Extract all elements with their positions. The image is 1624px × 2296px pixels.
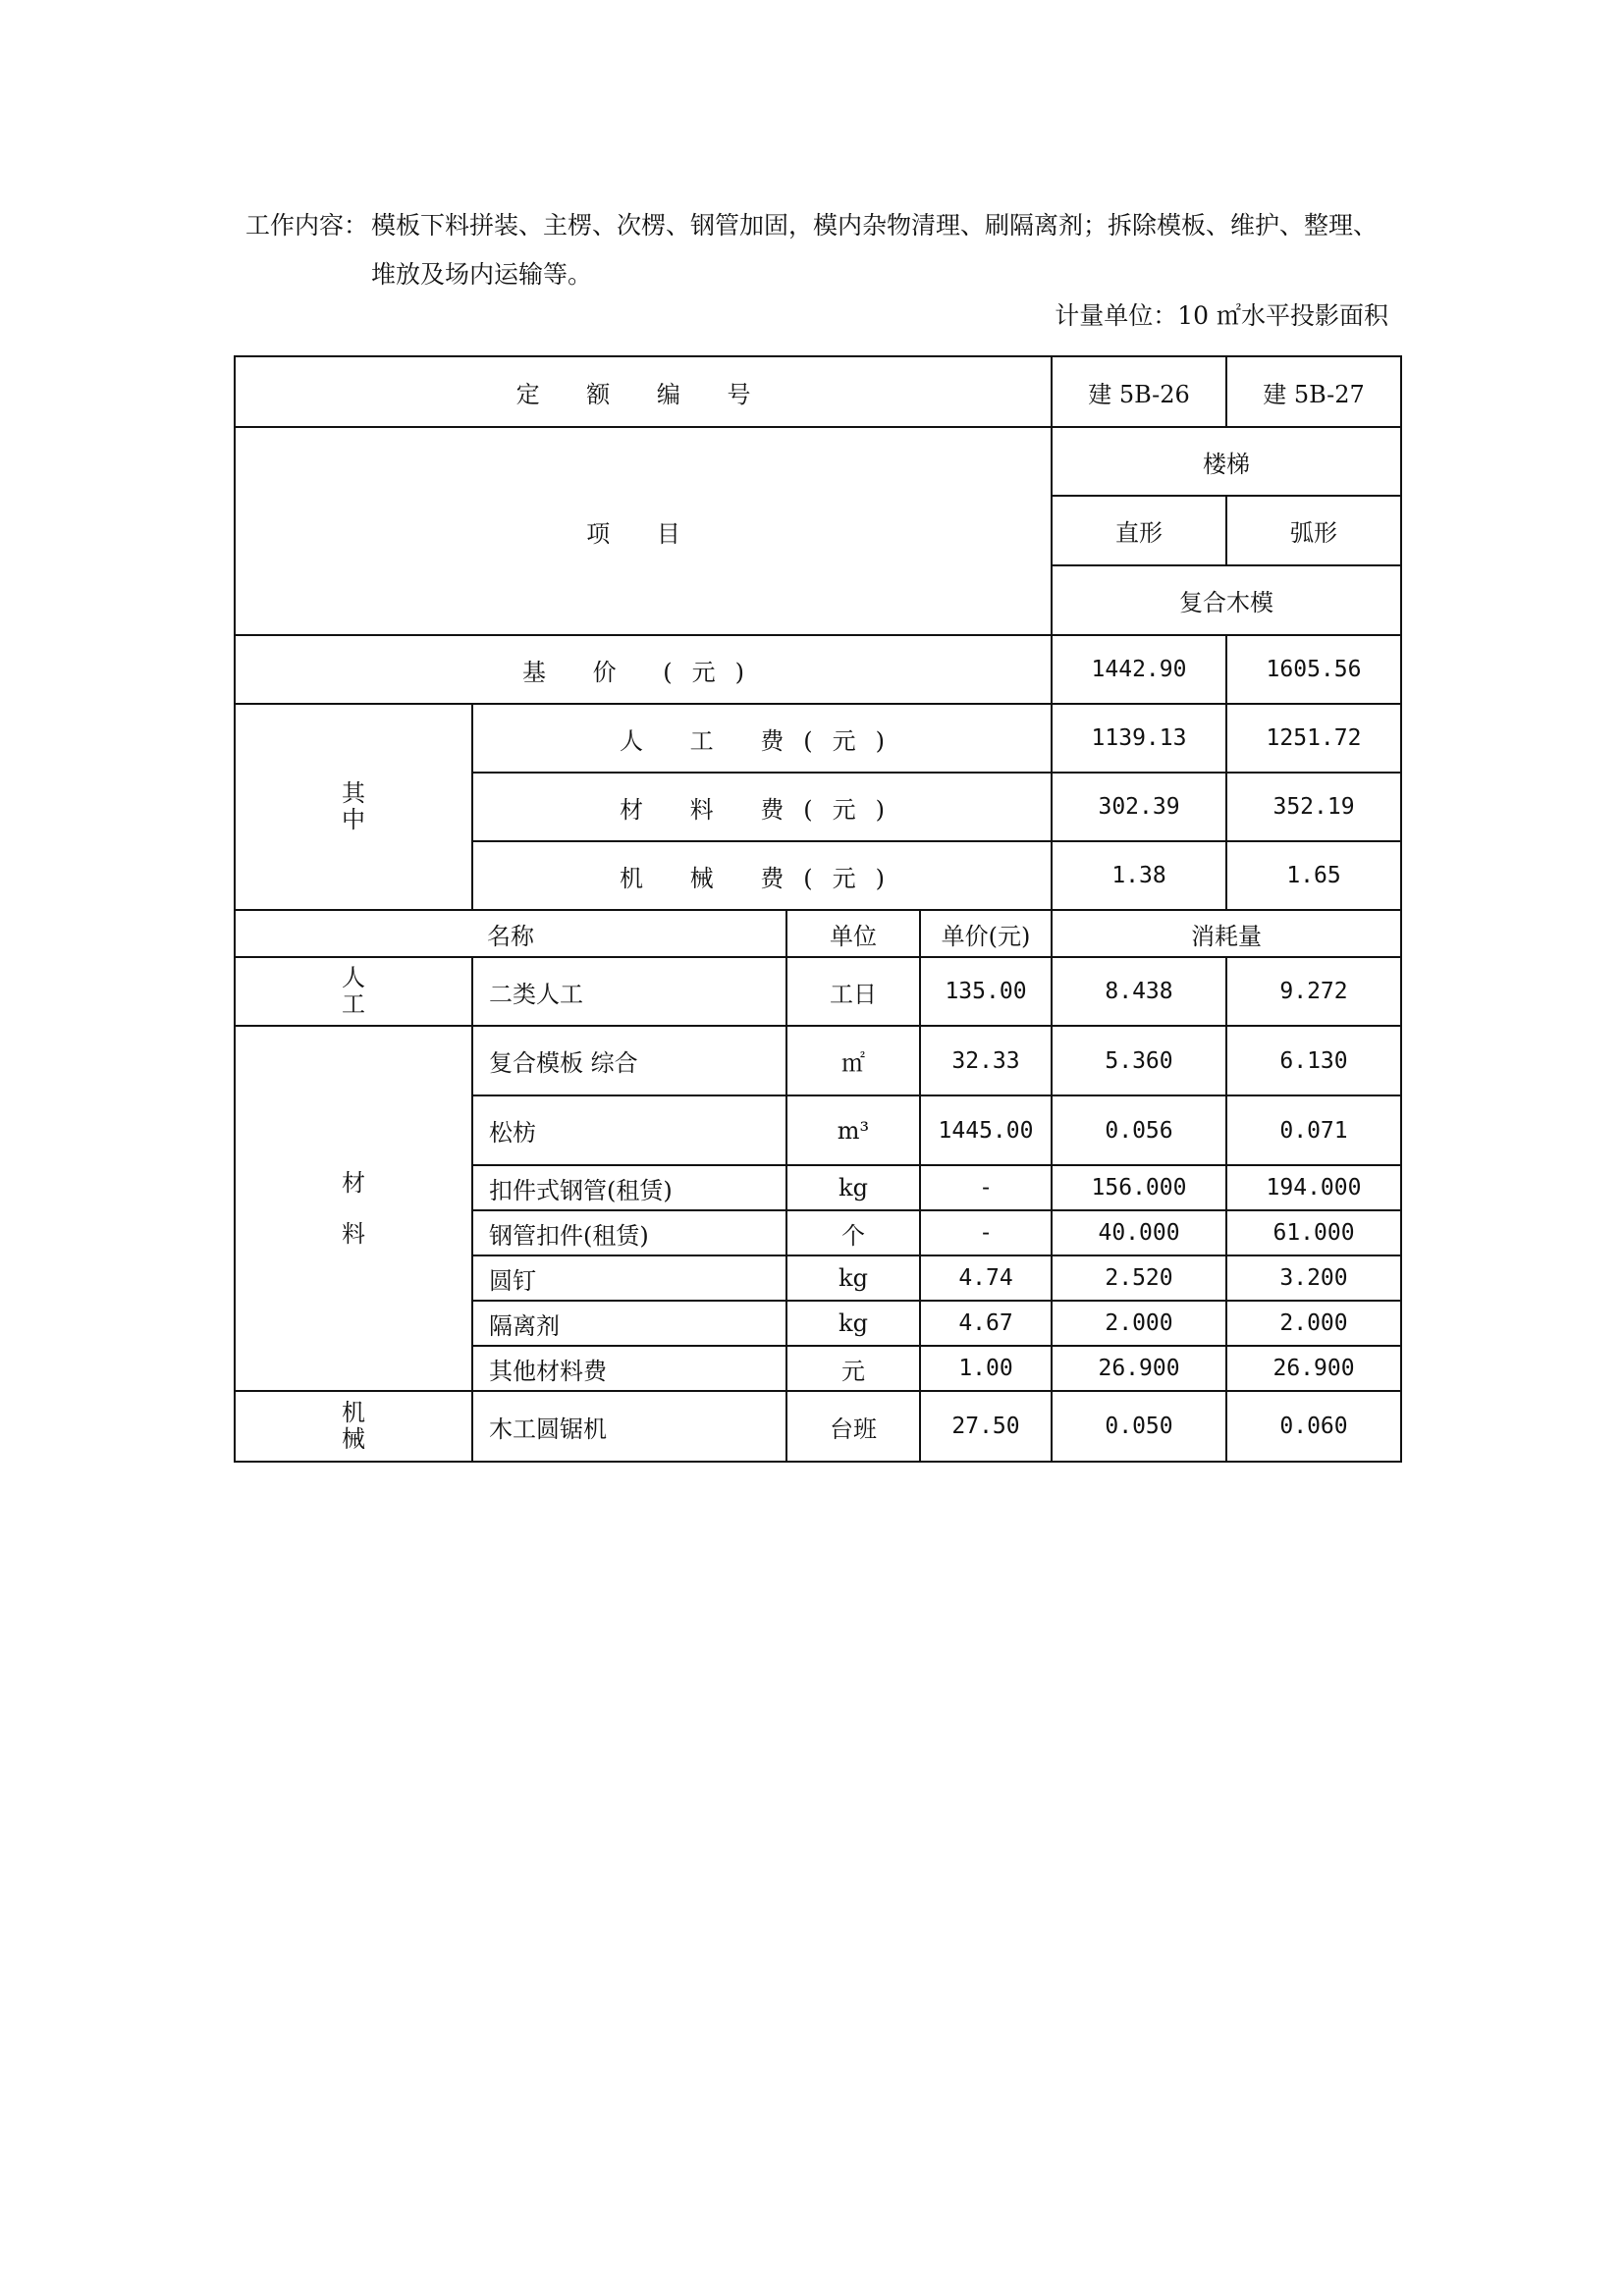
work-content-line2: 堆放及场内运输等。 bbox=[371, 260, 593, 289]
material-price: - bbox=[920, 1210, 1052, 1255]
item-type-1: 直形 bbox=[1052, 496, 1226, 565]
quota-code-row bbox=[235, 356, 1401, 427]
material-name: 钢管扣件(租赁) bbox=[472, 1210, 786, 1255]
quota-code-1: 建 5B-26 bbox=[1052, 356, 1226, 427]
material-category-top: 材 bbox=[342, 1169, 365, 1197]
item-type-2: 弧形 bbox=[1226, 496, 1401, 565]
machine-cost-2: 1.65 bbox=[1226, 841, 1401, 910]
labor-v2: 9.272 bbox=[1226, 957, 1401, 1026]
material-name: 复合模板 综合 bbox=[472, 1026, 786, 1095]
material-v1: 2.520 bbox=[1052, 1255, 1226, 1301]
material-cost-1: 302.39 bbox=[1052, 773, 1226, 841]
material-price: 32.33 bbox=[920, 1026, 1052, 1095]
material-name: 其他材料费 bbox=[472, 1346, 786, 1391]
labor-cost-1: 1139.13 bbox=[1052, 704, 1226, 773]
material-v2: 6.130 bbox=[1226, 1026, 1401, 1095]
machinery-category: 机械 bbox=[235, 1391, 472, 1462]
item-label: 项 目 bbox=[235, 427, 1052, 635]
machinery-price: 27.50 bbox=[920, 1391, 1052, 1462]
work-content bbox=[245, 201, 1404, 299]
material-price: 4.67 bbox=[920, 1301, 1052, 1346]
header-unit: 单位 bbox=[786, 910, 920, 957]
material-v1: 40.000 bbox=[1052, 1210, 1226, 1255]
material-v1: 5.360 bbox=[1052, 1026, 1226, 1095]
material-v2: 0.071 bbox=[1226, 1095, 1401, 1165]
labor-category: 人工 bbox=[235, 957, 472, 1026]
material-price: - bbox=[920, 1165, 1052, 1210]
item-group: 楼梯 bbox=[1052, 427, 1401, 496]
material-v2: 3.200 bbox=[1226, 1255, 1401, 1301]
quota-label: 定 额 编 号 bbox=[235, 356, 1052, 427]
machinery-row bbox=[235, 1391, 1401, 1462]
material-unit: kg bbox=[786, 1301, 920, 1346]
material-v1: 2.000 bbox=[1052, 1301, 1226, 1346]
item-group-row bbox=[235, 427, 1401, 496]
base-price-label: 基 价 (元) bbox=[235, 635, 1052, 704]
quota-code-2: 建 5B-27 bbox=[1226, 356, 1401, 427]
labor-cost-label: 人 工 费(元) bbox=[472, 704, 1052, 773]
work-content-label: 工作内容： bbox=[245, 211, 369, 240]
base-price-2: 1605.56 bbox=[1226, 635, 1401, 704]
header-name: 名称 bbox=[235, 910, 786, 957]
labor-v1: 8.438 bbox=[1052, 957, 1226, 1026]
material-name: 隔离剂 bbox=[472, 1301, 786, 1346]
labor-name: 二类人工 bbox=[472, 957, 786, 1026]
material-category bbox=[235, 1026, 472, 1391]
machinery-name: 木工圆锯机 bbox=[472, 1391, 786, 1462]
material-cost-label: 材 料 费(元) bbox=[472, 773, 1052, 841]
material-unit: 元 bbox=[786, 1346, 920, 1391]
material-v2: 61.000 bbox=[1226, 1210, 1401, 1255]
labor-price: 135.00 bbox=[920, 957, 1052, 1026]
material-unit: m³ bbox=[786, 1095, 920, 1165]
machine-cost-1: 1.38 bbox=[1052, 841, 1226, 910]
header-consumption: 消耗量 bbox=[1052, 910, 1401, 957]
work-content-line1 bbox=[245, 201, 1404, 250]
header-price: 单价(元) bbox=[920, 910, 1052, 957]
material-unit: kg bbox=[786, 1165, 920, 1210]
material-v2: 26.900 bbox=[1226, 1346, 1401, 1391]
material-unit: kg bbox=[786, 1255, 920, 1301]
material-v2: 194.000 bbox=[1226, 1165, 1401, 1210]
material-price: 4.74 bbox=[920, 1255, 1052, 1301]
material-unit: ㎡ bbox=[786, 1026, 920, 1095]
material-v1: 156.000 bbox=[1052, 1165, 1226, 1210]
material-name: 松枋 bbox=[472, 1095, 786, 1165]
column-header-row bbox=[235, 910, 1401, 957]
material-row bbox=[235, 1026, 1401, 1095]
material-price: 1445.00 bbox=[920, 1095, 1052, 1165]
machinery-v2: 0.060 bbox=[1226, 1391, 1401, 1462]
work-content-text1: 模板下料拼装、主楞、次楞、钢管加固，模内杂物清理、刷隔离剂；拆除模板、维护、整理、 bbox=[371, 211, 1379, 240]
base-price-row bbox=[235, 635, 1401, 704]
labor-unit: 工日 bbox=[786, 957, 920, 1026]
quota-table bbox=[234, 355, 1402, 1463]
breakdown-row bbox=[235, 704, 1401, 773]
material-v1: 0.056 bbox=[1052, 1095, 1226, 1165]
material-name: 圆钉 bbox=[472, 1255, 786, 1301]
machine-cost-label: 机 械 费(元) bbox=[472, 841, 1052, 910]
breakdown-label: 其中 bbox=[235, 704, 472, 910]
labor-row bbox=[235, 957, 1401, 1026]
material-price: 1.00 bbox=[920, 1346, 1052, 1391]
measurement-unit: 计量单位：10 ㎡水平投影面积 bbox=[1055, 301, 1388, 330]
material-name: 扣件式钢管(租赁) bbox=[472, 1165, 786, 1210]
item-material: 复合木模 bbox=[1052, 565, 1401, 635]
base-price-1: 1442.90 bbox=[1052, 635, 1226, 704]
material-cost-2: 352.19 bbox=[1226, 773, 1401, 841]
material-v1: 26.900 bbox=[1052, 1346, 1226, 1391]
machinery-v1: 0.050 bbox=[1052, 1391, 1226, 1462]
labor-cost-2: 1251.72 bbox=[1226, 704, 1401, 773]
material-v2: 2.000 bbox=[1226, 1301, 1401, 1346]
material-unit: 个 bbox=[786, 1210, 920, 1255]
machinery-unit: 台班 bbox=[786, 1391, 920, 1462]
material-category-bottom: 料 bbox=[342, 1220, 365, 1248]
